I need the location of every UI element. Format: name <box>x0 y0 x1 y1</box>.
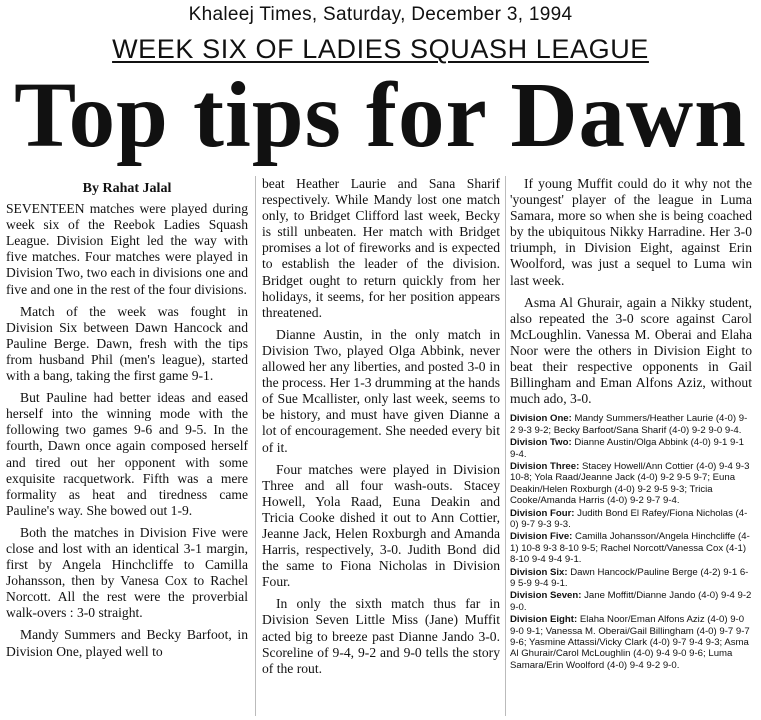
result-division-label: Division Three: <box>510 460 580 472</box>
article-column-1 <box>6 176 248 666</box>
result-scores: Mandy Summers/Heather Laurie (4-0) 9-2 9-3 9-2; Becky Barfoot/Sana Sharif (4-0) 9-2 9-0 9-4. <box>510 413 748 436</box>
paragraph: beat Heather Laurie and Sana Sharif respectively. While Mandy lost one match only, to Bridget Clifford last week, Becky is still unbeaten. Her match with Bridget promises a lot of fireworks and is expected to establish the leader of the division. Bridget ought to return quickly from her holidays, it seems, for her position appears threatened. <box>262 176 500 320</box>
result-item <box>510 614 752 671</box>
column-divider <box>255 176 256 716</box>
headline: Top tips for Dawn <box>14 64 747 167</box>
paragraph: Match of the week was fought in Division Six between Dawn Hancock and Pauline Berge. Dawn, fresh with the tips from husband Phil (men's league), started with a bang, taking the first game 9-1. <box>6 303 248 384</box>
result-scores: Camilla Johansson/Angela Hinchcliffe (4-1) 10-8 9-3 8-10 9-5; Rachel Norcott/Vanessa Cox (4-1) 8-10 9-4 9-4 9-1. <box>510 531 750 566</box>
result-division-label: Division Two: <box>510 437 572 449</box>
results-list <box>510 413 752 671</box>
result-scores: Dianne Austin/Olga Abbink (4-0) 9-1 9-1 9-4. <box>510 437 744 460</box>
result-item <box>510 567 752 590</box>
result-item <box>510 461 752 507</box>
result-division-label: Division Four: <box>510 507 575 519</box>
result-division-label: Division Seven: <box>510 590 582 602</box>
article-column-2 <box>262 176 500 683</box>
paragraph: SEVENTEEN matches were played during week six of the Reebok Ladies Squash League. Division Eight led the way with five matches. Four matches were played in Division Two, two each in divisions one and five and one in the rest of the four divisions. <box>6 201 248 297</box>
paragraph: Both the matches in Division Five were close and lost with an identical 3-1 margin, first by Angela Hinchcliffe to Camilla Johansson, then by Vanesa Cox to Rachel Norcott. All the rest were the proverbial walk-overs : 3-0 straight. <box>6 524 248 621</box>
paragraph: But Pauline had better ideas and eased herself into the winning mode with the following two games 9-6 and 9-5. In the fourth, Dawn once again composed herself and tired out her opponent with some exquisite racquetwork. Fifth was a mere formality as heat and tiredness came Pauline's way. She bowed out 1-9. <box>6 390 248 518</box>
result-division-label: Division Five: <box>510 531 573 543</box>
result-item <box>510 508 752 531</box>
result-scores: Judith Bond El Rafey/Fiona Nicholas (4-0) 9-7 9-3 9-3. <box>510 507 748 530</box>
result-item <box>510 531 752 565</box>
result-division-label: Division Six: <box>510 566 568 578</box>
result-scores: Elaha Noor/Eman Alfons Aziz (4-0) 9-0 9-0 9-1; Vanessa M. Oberai/Gail Billingham (4-0) 9-7 9-7 9-6; Yasmine Attassi/Vicky Clark (4-0) 9-7 9-4 9-3; Asma Al Ghurair/Carol McLoughlin (4-0) 9-4 9-0 9-6; Luma Samara/Erin Woolford (4-0) 9-4 9-2 9-0. <box>510 614 750 671</box>
result-division-label: Division One: <box>510 413 572 425</box>
result-division-label: Division Eight: <box>510 614 578 626</box>
article-column-3 <box>510 176 752 672</box>
byline: By Rahat Jalal <box>82 181 172 196</box>
column-divider <box>505 176 506 716</box>
paragraph: Mandy Summers and Becky Barfoot, in Division One, played well to <box>6 627 248 659</box>
result-scores: Dawn Hancock/Pauline Berge (4-2) 9-1 6-9 5-9 9-4 9-1. <box>510 566 749 589</box>
paragraph: If young Muffit could do it why not the 'youngest' player of the league in Luma Samara, more so when she is being coached by the ubiquitous Nikky Harradine. Her 3-0 triumph, in Division Eight, against Erin Woolford, was just a sequel to Luma win last week. <box>510 176 752 288</box>
kicker-text: WEEK SIX OF LADIES SQUASH LEAGUE <box>112 34 649 64</box>
paragraph: Dianne Austin, in the only match in Division Two, played Olga Abbink, never allowed her any liberties, and posted 3-0 in the process. Her 1-3 drumming at the hands of Sue Mcallister, only last week, seems to be history, and must have given Dianne a lot of encouragement. She needed every bit of it. <box>262 326 500 455</box>
result-scores: Stacey Howell/Ann Cottier (4-0) 9-4 9-3 10-8; Yola Raad/Jeanne Jack (4-0) 9-2 9-5 9-7; Euna Deakin/Helen Roxburgh (4-0) 9-2 9-5 9-3; Tricia Cooke/Amanda Harris (4-0) 9-2 9-7 9-4. <box>510 460 750 507</box>
result-item <box>510 413 752 436</box>
newspaper-dateline: Khaleej Times, Saturday, December 3, 1994 <box>188 4 573 25</box>
result-scores: Jane Moffitt/Dianne Jando (4-0) 9-4 9-2 9-0. <box>510 590 752 613</box>
paragraph: In only the sixth match thus far in Division Seven Little Miss (Jane) Muffit acted big to breeze past Dianne Jando 3-0. Scoreline of 9-4, 9-2 and 9-0 tells the story of the rout. <box>262 596 500 676</box>
paragraph: Asma Al Ghurair, again a Nikky student, also repeated the 3-0 score against Carol McLoughlin. Vanessa M. Oberai and Elaha Noor were the others in Division Eight to beat their respective opponents in Gail Billingham and Eman Alfons Aziz, without much ado, 3-0. <box>510 294 752 407</box>
result-item <box>510 437 752 460</box>
paragraph: Four matches were played in Division Three and all four wash-outs. Stacey Howell, Yola Raad, Euna Deakin and Tricia Cooke dished it out to Ann Cottier, Jeanne Jack, Helen Roxburgh and Amanda Harris, respectively, 3-0. Judith Bond did the same to Fiona Nicholas in Division Four. <box>262 461 500 590</box>
result-item <box>510 590 752 613</box>
section-kicker <box>0 34 761 65</box>
